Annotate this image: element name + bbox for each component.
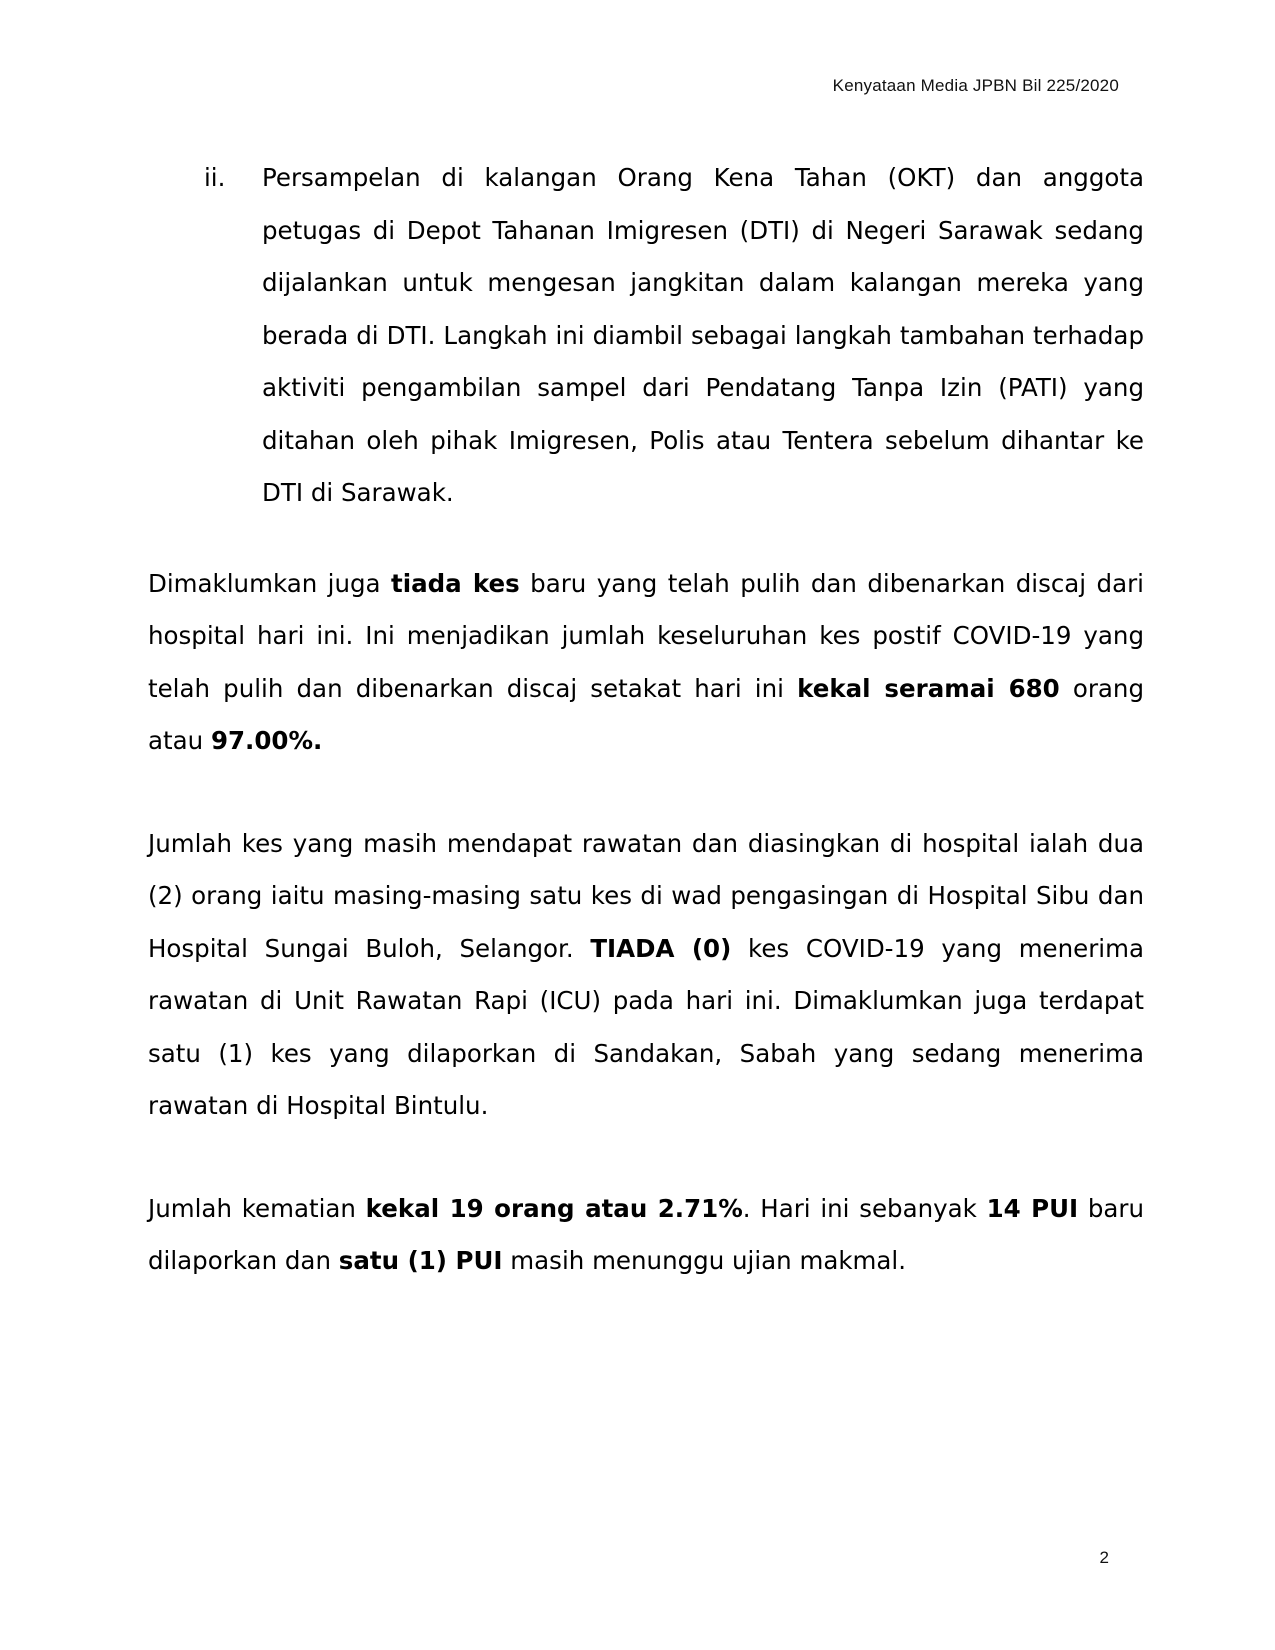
deaths-text <box>148 1183 1144 1288</box>
text-span: kes COVID-19 yang menerima rawatan di Unit Rawatan Rapi (ICU) pada hari ini. Dimaklumkan juga terdapat satu (1) kes yang dilaporkan di Sandakan, Sabah yang sedang menerima rawatan di Hospital Bintulu. <box>148 933 1144 1120</box>
bold-new-pui: 14 PUI <box>986 1193 1079 1223</box>
text-span: . Hari ini sebanyak <box>742 1193 987 1223</box>
list-marker: ii. <box>204 163 226 192</box>
treatment-text <box>148 818 1144 1133</box>
document-reference-header: Kenyataan Media JPBN Bil 225/2020 <box>832 76 1119 95</box>
recovery-text <box>148 558 1144 768</box>
text-span: Jumlah kematian <box>148 1193 366 1223</box>
bold-recovery-rate: 97.00%. <box>210 726 323 755</box>
text-span: baru dilaporkan dan <box>148 1193 1145 1275</box>
text-span: orang atau <box>148 673 1145 755</box>
bold-pending-pui: satu (1) PUI <box>338 1246 503 1275</box>
document-body <box>148 152 1144 1338</box>
recovery-paragraph <box>148 558 1144 768</box>
deaths-paragraph <box>148 1183 1144 1288</box>
page-number: 2 <box>1099 1548 1109 1567</box>
bold-no-cases: tiada kes <box>391 568 520 598</box>
bold-death-total: kekal 19 orang atau 2.71% <box>365 1193 743 1223</box>
treatment-paragraph <box>148 818 1144 1133</box>
bold-recovered-total: kekal seramai 680 <box>797 673 1060 703</box>
text-span: Dimaklumkan juga <box>148 568 391 598</box>
text-span: baru yang telah pulih dan dibenarkan discaj dari hospital hari ini. Ini menjadikan jumlah keseluruhan kes postif COVID-19 yang telah pulih dan dibenarkan discaj setakat hari ini <box>148 568 1144 703</box>
bold-icu-count: TIADA (0) <box>590 933 732 963</box>
list-item-ii <box>148 152 1144 520</box>
text-span: Jumlah kes yang masih mendapat rawatan dan diasingkan di hospital ialah dua (2) orang iaitu masing-masing satu kes di wad pengasingan di Hospital Sibu dan Hospital Sungai Buloh, Selangor. <box>148 828 1144 963</box>
list-item-text: Persampelan di kalangan Orang Kena Tahan (OKT) dan anggota petugas di Depot Tahanan Imigresen (DTI) di Negeri Sarawak sedang dijalankan untuk mengesan jangkitan dalam kalangan mereka yang berada di DTI. Langkah ini diambil sebagai langkah tambahan terhadap aktiviti pengambilan sampel dari Pendatang Tanpa Izin (PATI) yang ditahan oleh pihak Imigresen, Polis atau Tentera sebelum dihantar ke DTI di Sarawak. <box>262 163 1144 507</box>
text-span: masih menunggu ujian makmal. <box>502 1246 907 1275</box>
